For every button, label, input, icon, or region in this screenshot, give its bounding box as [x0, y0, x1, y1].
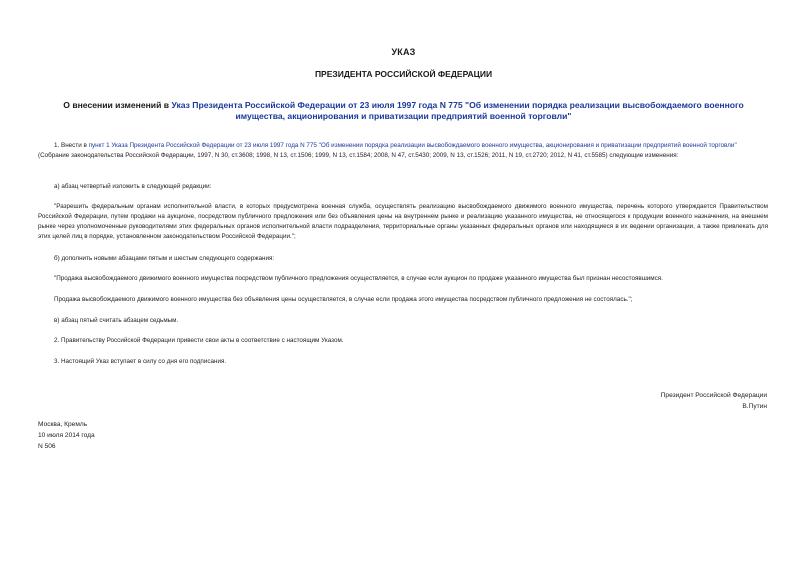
- signature-block: [661, 390, 767, 412]
- p1-link[interactable]: пункт 1 Указа Президента Российской Федерации от 23 июля 1997 года N 775 "Об изменении порядка реализации высвобождаемого военного имущества, акционирования и приватизации предприятий военной торговли": [88, 142, 737, 149]
- signing-details: [38, 419, 95, 452]
- paragraph-5: "Продажа высвобождаемого движимого военного имущества посредством публичного предложения осуществляется, в случае если аукцион по продаже указанного имущества был признан несостоявшимся.: [54, 275, 663, 282]
- subject-prefix: О внесении изменений в: [63, 100, 172, 110]
- signatory-name: В.Путин: [742, 403, 767, 410]
- paragraph-8: 2. Правительству Российской Федерации привести свои акты в соответствие с настоящим Указом.: [54, 337, 344, 344]
- paragraph-9: 3. Настоящий Указ вступает в силу со дня его подписания.: [54, 358, 227, 365]
- decree-subject: [40, 100, 767, 122]
- paragraph-2: а) абзац четвертый изложить в следующей редакции:: [54, 183, 212, 190]
- signing-place: Москва, Кремль: [38, 421, 88, 428]
- p1-prefix: 1. Внести в: [54, 142, 89, 149]
- paragraph-1: [38, 141, 768, 161]
- decree-title: УКАЗ: [391, 47, 416, 57]
- paragraph-3: "Разрешить федеральным органам исполнительной власти, в которых предусмотрена военная служба, осуществлять реализацию высвобождаемого движимого военного имущества, перечень которого утверждается Правительством Российской Федерации, путем продажи на аукционе, посредством публичного предложения или без объявления цены на внутреннем рынке и реализацию указанного имущества, не относящегося к продукции военного назначения, на внешнем рынке через уполномоченные руководителями этих федеральных органов исполнительной власти подразделения, территориальные органы указанных федеральных органов или находящиеся в их ведении организации, а также привлекать для этих целей лиц в порядке, установленном законодательством Российской Федерации.";: [38, 203, 768, 240]
- p1-suffix: (Собрание законодательства Российской Федерации, 1997, N 30, ст.3608; 1998, N 13, ст.1506; 1999, N 13, ст.1584; 2008, N 47, ст.5430; 2009, N 13, ст.1526; 2011, N 19, ст.2720; 2012, N 41, ст.5585) следующие изменения:: [38, 152, 679, 159]
- paragraph-6: Продажа высвобождаемого движимого военного имущества без объявления цены осуществляется, в случае если продажа этого имущества посредством публичного предложения не состоялась.";: [54, 296, 633, 303]
- decree-issuer: ПРЕЗИДЕНТА РОССИЙСКОЙ ФЕДЕРАЦИИ: [314, 69, 493, 79]
- signing-date: 10 июля 2014 года: [38, 432, 95, 439]
- paragraph-4: б) дополнить новыми абзацами пятым и шестым следующего содержания:: [54, 255, 275, 262]
- subject-link[interactable]: Указ Президента Российской Федерации от 23 июля 1997 года N 775 "Об изменении порядка реализации высвобождаемого военного имущества, акционирования и приватизации предприятий военной торговли": [171, 100, 744, 121]
- signatory-position: Президент Российской Федерации: [660, 392, 767, 399]
- paragraph-7: в) абзац пятый считать абзацем седьмым.: [54, 317, 179, 324]
- decree-number: N 506: [38, 443, 56, 450]
